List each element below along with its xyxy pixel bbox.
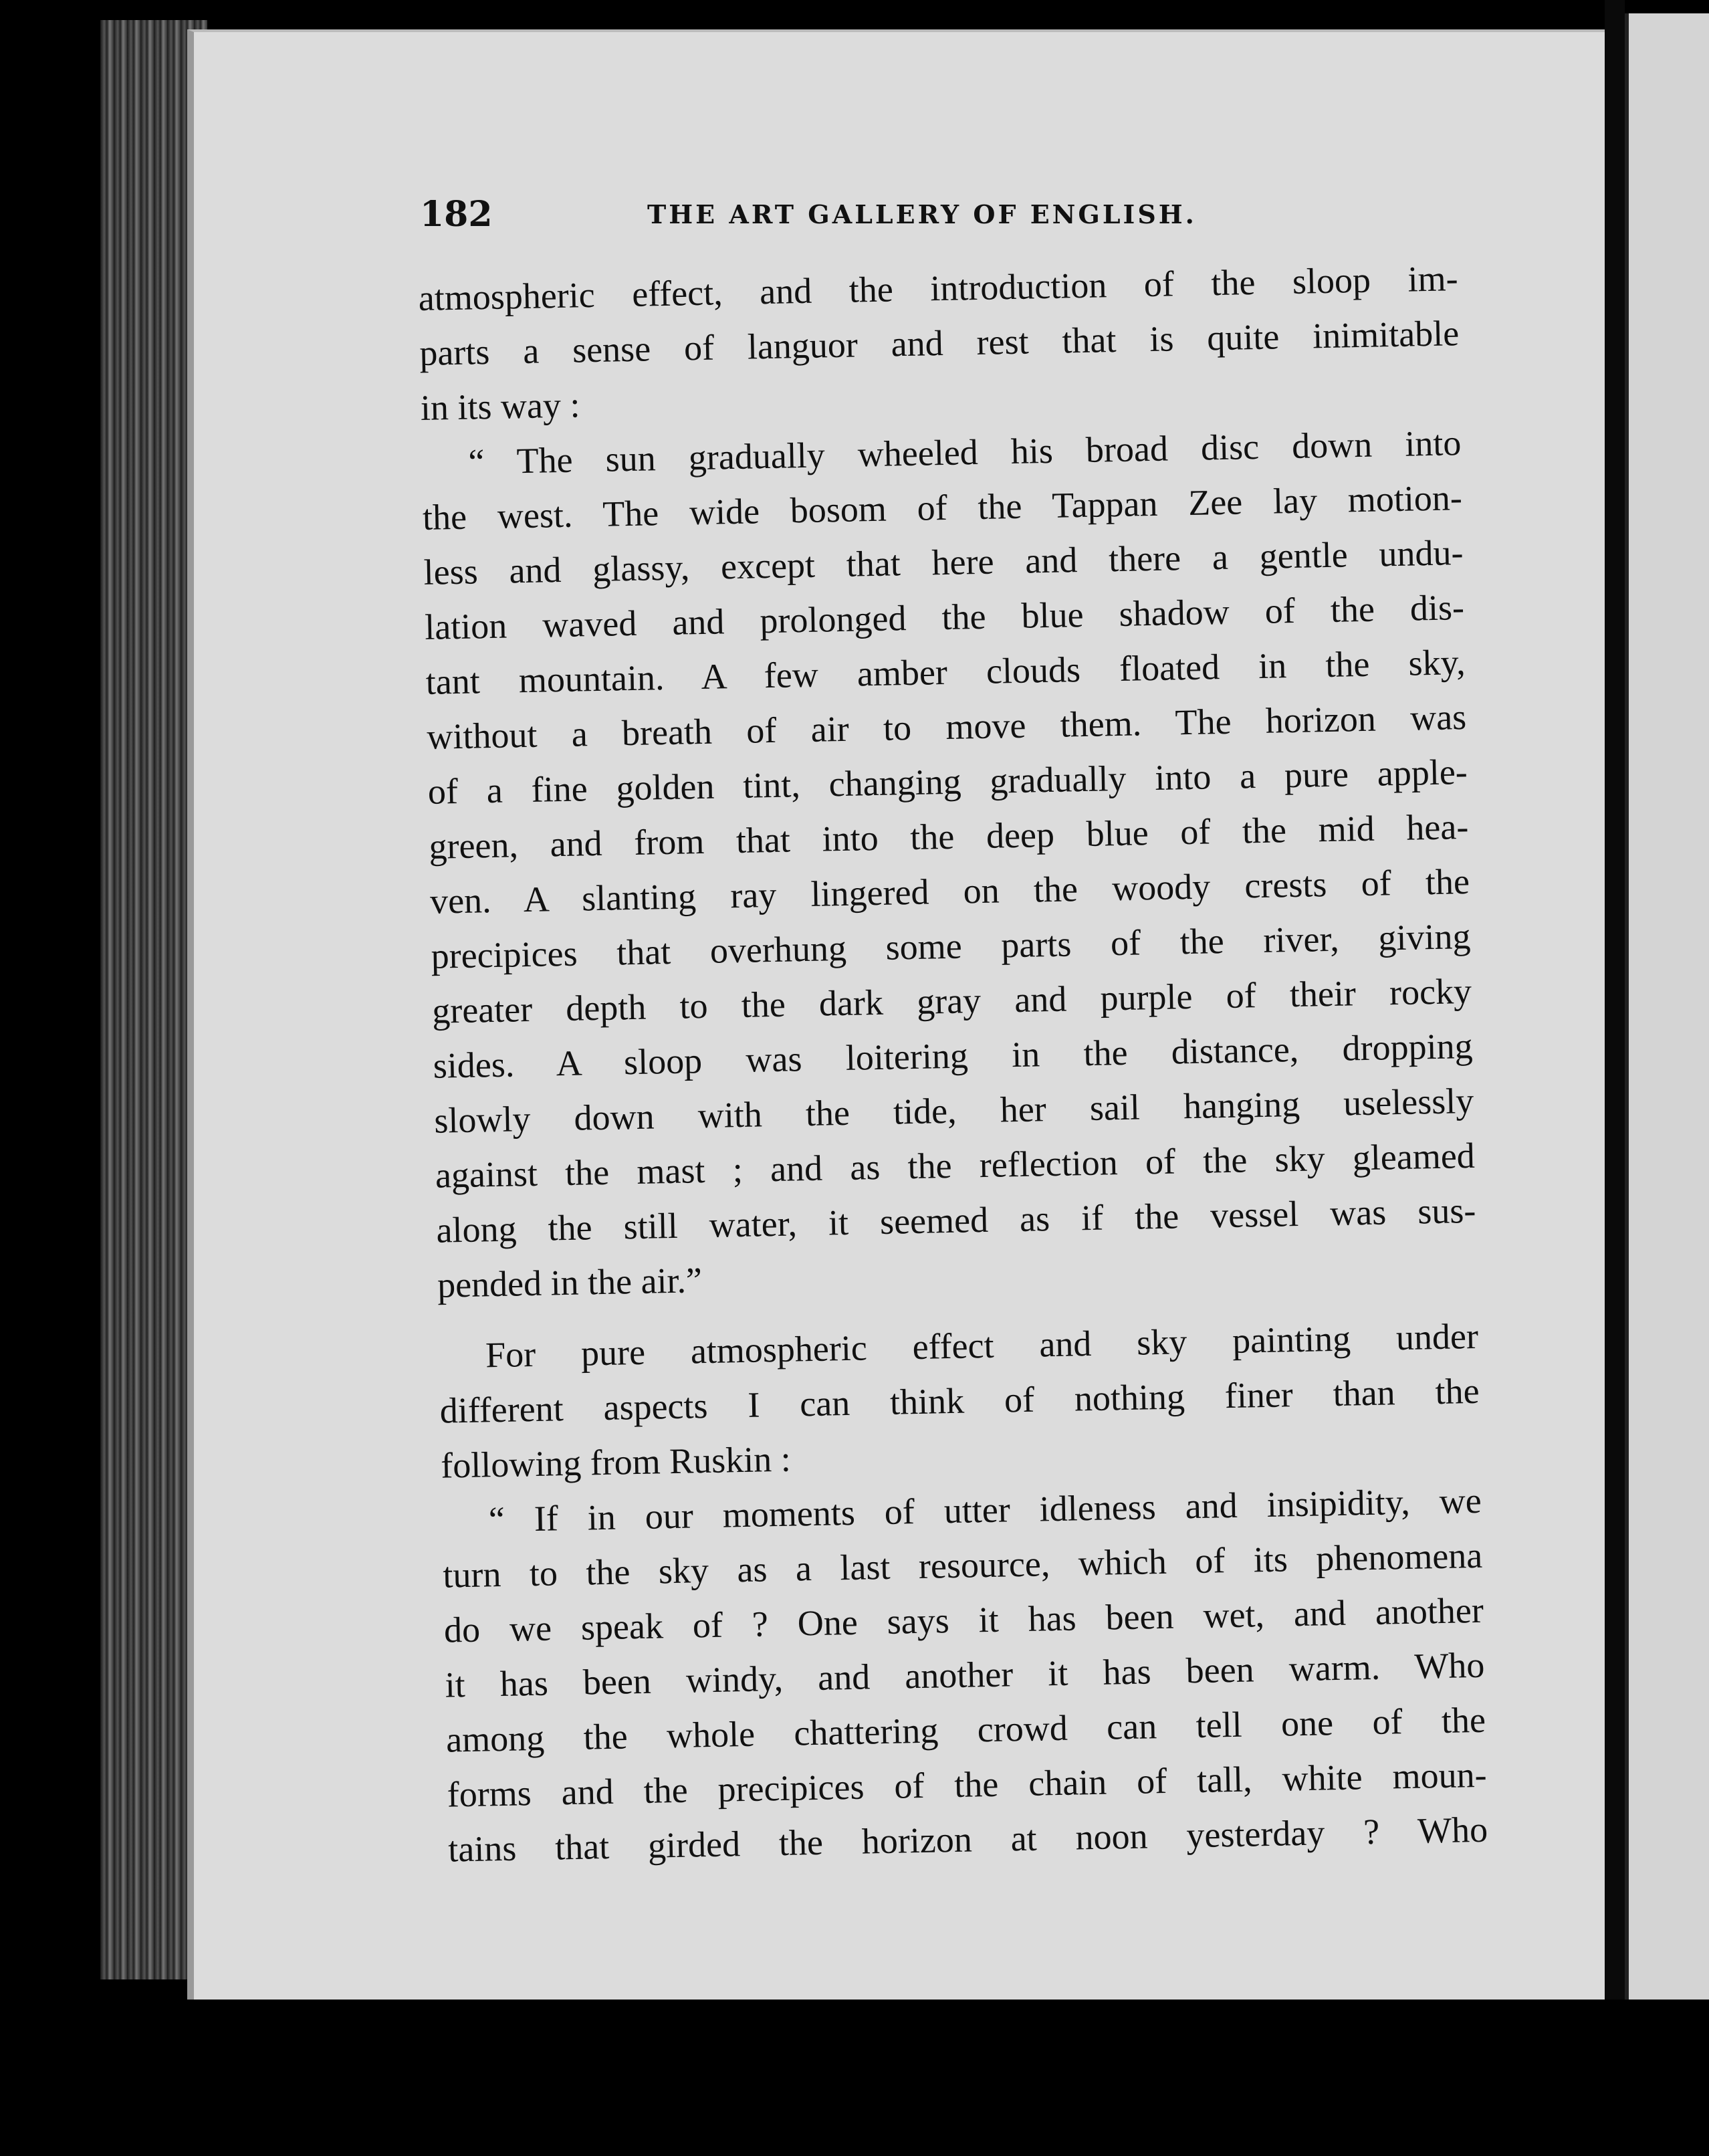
facing-page-edge <box>1625 13 1709 2046</box>
text-line: among the whole chattering crowd can tell one of the <box>445 1699 1486 1760</box>
text-line: parts a sense of languor and rest that is quite inimitable <box>419 313 1460 373</box>
text-line: tains that girded the horizon at noon yesterday ? Who <box>447 1809 1488 1870</box>
text-line: of a fine golden tint, changing gradually into a pure apple- <box>427 752 1468 812</box>
text-line: ven. A slanting ray lingered on the woody crests of the <box>429 861 1470 922</box>
text-line: “ If in our moments of utter idleness and insipidity, we <box>488 1480 1482 1540</box>
text-line: pended in the air.” <box>437 1260 703 1305</box>
text-line: in its way : <box>420 385 580 428</box>
text-line: without a breath of air to move them. The horizon was <box>426 697 1467 757</box>
running-title: THE ART GALLERY OF ENGLISH. <box>647 199 1197 229</box>
text-line: different aspects I can think of nothing finer than the <box>439 1370 1480 1431</box>
scan-background <box>0 2000 1709 2156</box>
text-line: slowly down with the tide, her sail hanging uselessly <box>433 1080 1474 1141</box>
text-line: along the still water, it seemed as if the vessel was sus- <box>435 1190 1476 1251</box>
text-line: forms and the precipices of the chain of tall, white moun- <box>447 1754 1488 1815</box>
text-line: For pure atmospheric effect and sky painting under <box>485 1315 1479 1376</box>
text-line: the west. The wide bosom of the Tappan Zee lay motion- <box>422 477 1463 538</box>
text-line: sides. A sloop was loitering in the distance, dropping <box>433 1025 1474 1086</box>
text-line: “ The sun gradually wheeled his broad disc down into <box>467 423 1462 482</box>
page-number: 182 <box>420 194 493 235</box>
text-line: lation waved and prolonged the blue shadow of the dis- <box>424 587 1465 647</box>
book-gutter <box>1605 0 1625 2156</box>
text-line: atmospheric effect, and the introduction of the sloop im- <box>418 258 1459 318</box>
text-line: turn to the sky as a last resource, which of its phenomena <box>442 1535 1483 1596</box>
paragraph <box>438 1309 1480 1493</box>
running-head <box>420 194 1249 247</box>
body-text <box>418 251 1488 1876</box>
quotation-paragraph <box>421 415 1478 1313</box>
text-line: precipices that overhung some parts of the river, giving <box>431 915 1471 976</box>
text-line: green, and from that into the deep blue of the mid hea- <box>428 806 1469 867</box>
quotation-paragraph <box>441 1473 1488 1877</box>
text-line: do we speak of ? One says it has been wet, and another <box>443 1590 1484 1650</box>
paragraph <box>418 251 1460 435</box>
text-line: less and glassy, except that here and there a gentle undu- <box>423 532 1464 592</box>
text-line: greater depth to the dark gray and purple of their rocky <box>431 970 1472 1031</box>
text-line: following from Ruskin : <box>440 1438 792 1486</box>
text-line: against the mast ; and as the reflection of the sky gleamed <box>435 1135 1476 1196</box>
text-line: tant mountain. A few amber clouds floated in the sky, <box>425 642 1466 702</box>
text-line: it has been windy, and another it has been warm. Who <box>445 1644 1485 1705</box>
